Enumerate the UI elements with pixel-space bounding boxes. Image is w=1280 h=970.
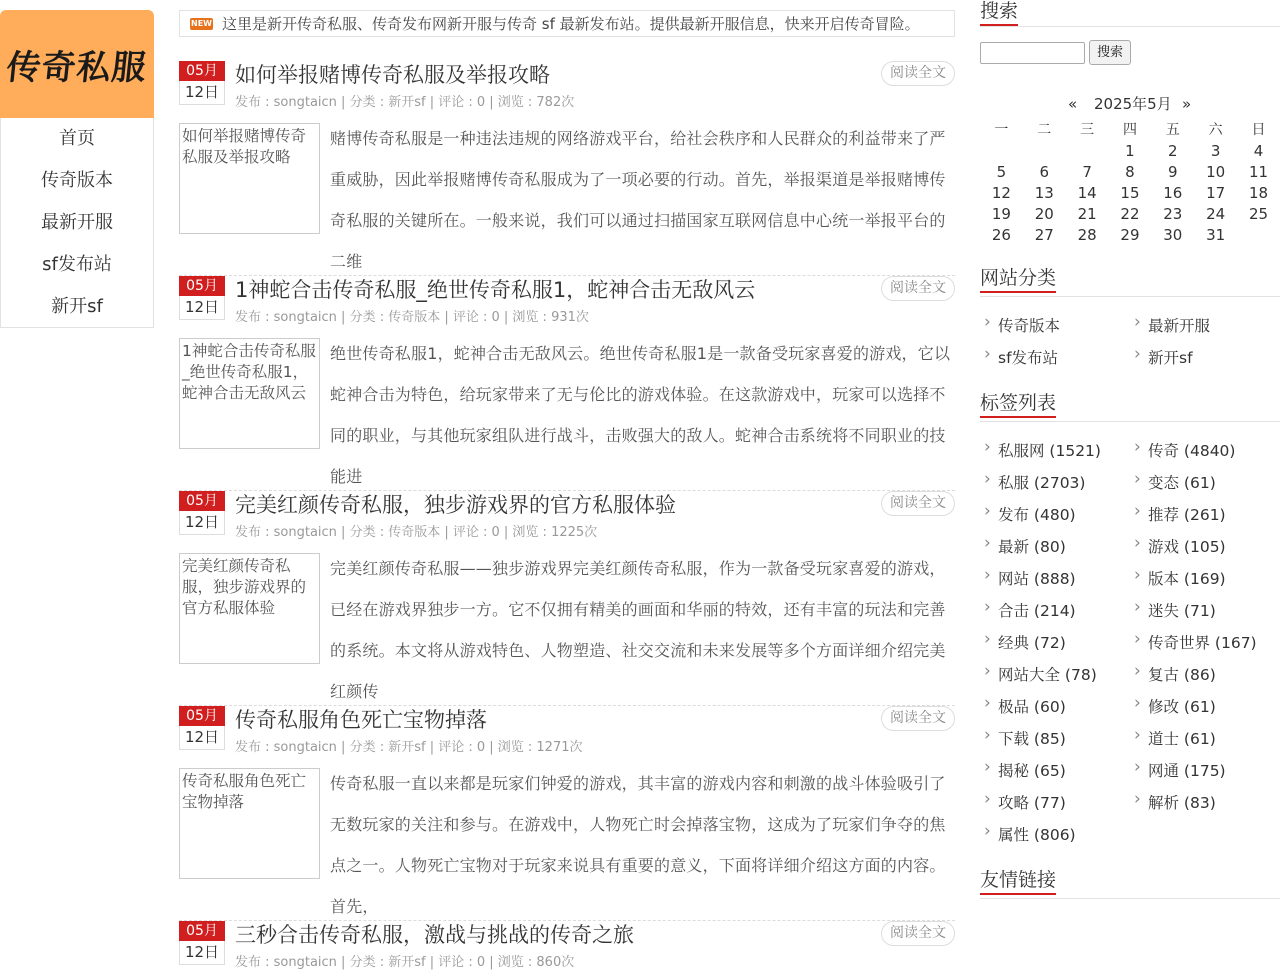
search-widget-title: 搜索 <box>980 0 1018 26</box>
post-date: 05月 12日 <box>179 706 225 750</box>
calendar-widget <box>980 93 1280 244</box>
main-nav <box>0 118 154 328</box>
tag-item[interactable]: › 经典 (72) <box>998 631 1066 653</box>
post-meta: 发布 : songtaicn | 分类 : 传奇版本 | 评论 : 0 | 浏览 : 931次 <box>235 310 589 325</box>
calendar-week: 19 20 21 22 23 24 25 <box>991 204 1269 223</box>
tags-widget <box>980 392 1280 418</box>
tag-item[interactable]: › 发布 (480) <box>998 503 1076 525</box>
categories-widget <box>980 267 1280 293</box>
post-item <box>179 61 955 276</box>
logo-text: 传奇私服 <box>4 47 149 88</box>
tag-item[interactable]: › 属性 (806) <box>998 823 1076 845</box>
calendar-next-icon[interactable]: » <box>1182 95 1192 113</box>
tag-item[interactable]: › 传奇世界 (167) <box>1148 631 1257 653</box>
calendar-week: 5 6 7 8 9 10 11 <box>996 162 1269 181</box>
nav-item-versions[interactable]: 传奇版本 <box>41 170 113 191</box>
category-item[interactable]: › 传奇版本 <box>998 314 1060 336</box>
tag-item[interactable]: › 传奇 (4840) <box>1148 439 1235 461</box>
post-item <box>179 921 955 970</box>
category-item[interactable]: › 最新开服 <box>1148 314 1210 336</box>
search-widget <box>980 0 1280 70</box>
tag-item[interactable]: › 推荐 (261) <box>1148 503 1226 525</box>
tag-item[interactable]: › 复古 (86) <box>1148 663 1216 685</box>
tag-item[interactable]: › 下载 (85) <box>998 727 1066 749</box>
tag-item[interactable]: › 版本 (169) <box>1148 567 1226 589</box>
tag-item[interactable]: › 攻略 (77) <box>998 791 1066 813</box>
links-widget-title: 友情链接 <box>980 869 1056 895</box>
calendar-grid <box>980 118 1280 245</box>
post-meta: 发布 : songtaicn | 分类 : 新开sf | 评论 : 0 | 浏览 : 1271次 <box>235 740 583 755</box>
post-title[interactable]: 完美红颜传奇私服，独步游戏界的官方私服体验 <box>235 493 676 517</box>
read-more-button[interactable]: 阅读全文 <box>881 61 955 86</box>
post-meta: 发布 : songtaicn | 分类 : 新开sf | 评论 : 0 | 浏览 : 860次 <box>235 955 575 970</box>
tag-item[interactable]: › 道士 (61) <box>1148 727 1216 749</box>
post-title[interactable]: 传奇私服角色死亡宝物掉落 <box>235 708 487 732</box>
tag-item[interactable]: › 网站大全 (78) <box>998 663 1097 685</box>
tag-item[interactable]: › 揭秘 (65) <box>998 759 1066 781</box>
tag-item[interactable]: › 极品 (60) <box>998 695 1066 717</box>
read-more-button[interactable]: 阅读全文 <box>881 276 955 301</box>
tag-item[interactable]: › 游戏 (105) <box>1148 535 1226 557</box>
post-item <box>179 706 955 921</box>
tag-item[interactable]: › 最新 (80) <box>998 535 1066 557</box>
read-more-button[interactable]: 阅读全文 <box>881 921 955 946</box>
tag-item[interactable]: › 网通 (175) <box>1148 759 1226 781</box>
post-excerpt: 赌博传奇私服是一种违法违规的网络游戏平台，给社会秩序和人民群众的利益带来了严重威胁，因此举报赌博传奇私服成为了一项必要的行动。首先，举报渠道是举报赌博传奇私服的关键所在。一般来说，我们可以通过扫描国家互联网信息中心统一举报平台的二维 <box>330 129 946 271</box>
post-item <box>179 276 955 491</box>
post-meta: 发布 : songtaicn | 分类 : 新开sf | 评论 : 0 | 浏览 : 782次 <box>235 95 575 110</box>
post-excerpt: 绝世传奇私服1，蛇神合击无敌风云。绝世传奇私服1是一款备受玩家喜爱的游戏，它以蛇神合击为特色，给玩家带来了无与伦比的游戏体验。在这款游戏中，玩家可以选择不同的职业，与其他玩家组队进行战斗，击败强大的敌人。蛇神合击系统将不同职业的技能进 <box>330 344 951 486</box>
tag-item[interactable]: › 合击 (214) <box>998 599 1076 621</box>
post-date: 05月 12日 <box>179 921 225 965</box>
read-more-button[interactable]: 阅读全文 <box>881 706 955 731</box>
search-button[interactable]: 搜索 <box>1089 40 1131 65</box>
tag-item[interactable]: › 修改 (61) <box>1148 695 1216 717</box>
links-widget <box>980 869 1280 895</box>
post-thumbnail[interactable]: 完美红颜传奇私服，独步游戏界的官方私服体验 <box>179 553 320 664</box>
post-excerpt: 传奇私服一直以来都是玩家们钟爱的游戏，其丰富的游戏内容和刺激的战斗体验吸引了无数玩家的关注和参与。在游戏中，人物死亡时会掉落宝物，这成为了玩家们争夺的焦点之一。人物死亡宝物对于玩家来说具有重要的意义，下面将详细介绍这方面的内容。首先， <box>330 774 946 916</box>
post-date: 05月 12日 <box>179 491 225 535</box>
tags-widget-title: 标签列表 <box>980 392 1056 418</box>
new-badge-icon: NEW <box>191 18 212 28</box>
calendar-month: 2025年5月 <box>1094 95 1172 113</box>
post-item <box>179 491 955 706</box>
post-title[interactable]: 1神蛇合击传奇私服_绝世传奇私服1，蛇神合击无敌风云 <box>235 278 756 302</box>
post-thumbnail[interactable]: 传奇私服角色死亡宝物掉落 <box>179 768 320 879</box>
tag-item[interactable]: › 迷失 (71) <box>1148 599 1216 621</box>
tag-item[interactable]: › 解析 (83) <box>1148 791 1216 813</box>
tag-item[interactable]: › 网站 (888) <box>998 567 1076 589</box>
search-input[interactable] <box>980 42 1085 64</box>
calendar-weekdays: 一 二 三 四 五 六 日 <box>994 122 1266 138</box>
calendar-prev-icon[interactable]: « <box>1068 95 1078 113</box>
post-title[interactable]: 三秒合击传奇私服，激战与挑战的传奇之旅 <box>235 923 634 947</box>
post-excerpt: 完美红颜传奇私服——独步游戏界完美红颜传奇私服，作为一款备受玩家喜爱的游戏，已经在游戏界独步一方。它不仅拥有精美的画面和华丽的特效，还有丰富的玩法和完善的系统。本文将从游戏特色、人物塑造、社交交流和未来发展等多个方面详细介绍完美红颜传 <box>330 559 946 701</box>
category-item[interactable]: › sf发布站 <box>998 346 1058 368</box>
post-date: 05月 12日 <box>179 61 225 105</box>
site-logo[interactable] <box>0 10 154 118</box>
post-title[interactable]: 如何举报赌博传奇私服及举报攻略 <box>235 63 550 87</box>
nav-item-new-sf[interactable]: 新开sf <box>51 296 103 317</box>
nav-item-home[interactable]: 首页 <box>59 128 95 149</box>
nav-item-sf-publish[interactable]: sf发布站 <box>42 254 112 275</box>
post-meta: 发布 : songtaicn | 分类 : 传奇版本 | 评论 : 0 | 浏览 : 1225次 <box>235 525 598 540</box>
calendar-week: 1 2 3 4 <box>1125 141 1264 160</box>
notice-text: 这里是新开传奇私服、传奇发布网新开服与传奇 sf 最新发布站。提供最新开服信息，快来开启传奇冒险。 <box>222 15 920 33</box>
post-thumbnail[interactable]: 如何举报赌博传奇私服及举报攻略 <box>179 123 320 234</box>
category-item[interactable]: › 新开sf <box>1148 346 1193 368</box>
post-thumbnail[interactable]: 1神蛇合击传奇私服_绝世传奇私服1，蛇神合击无敌风云 <box>179 338 320 449</box>
tag-item[interactable]: › 私服 (2703) <box>998 471 1085 493</box>
notice-bar <box>179 10 955 37</box>
tag-item[interactable]: › 变态 (61) <box>1148 471 1216 493</box>
categories-widget-title: 网站分类 <box>980 267 1056 293</box>
calendar-week: 26 27 28 29 30 31 <box>991 225 1226 244</box>
post-date: 05月 12日 <box>179 276 225 320</box>
nav-item-new-servers[interactable]: 最新开服 <box>41 212 113 233</box>
calendar-week: 12 13 14 15 16 17 18 <box>991 183 1269 202</box>
tag-item[interactable]: › 私服网 (1521) <box>998 439 1101 461</box>
read-more-button[interactable]: 阅读全文 <box>881 491 955 516</box>
